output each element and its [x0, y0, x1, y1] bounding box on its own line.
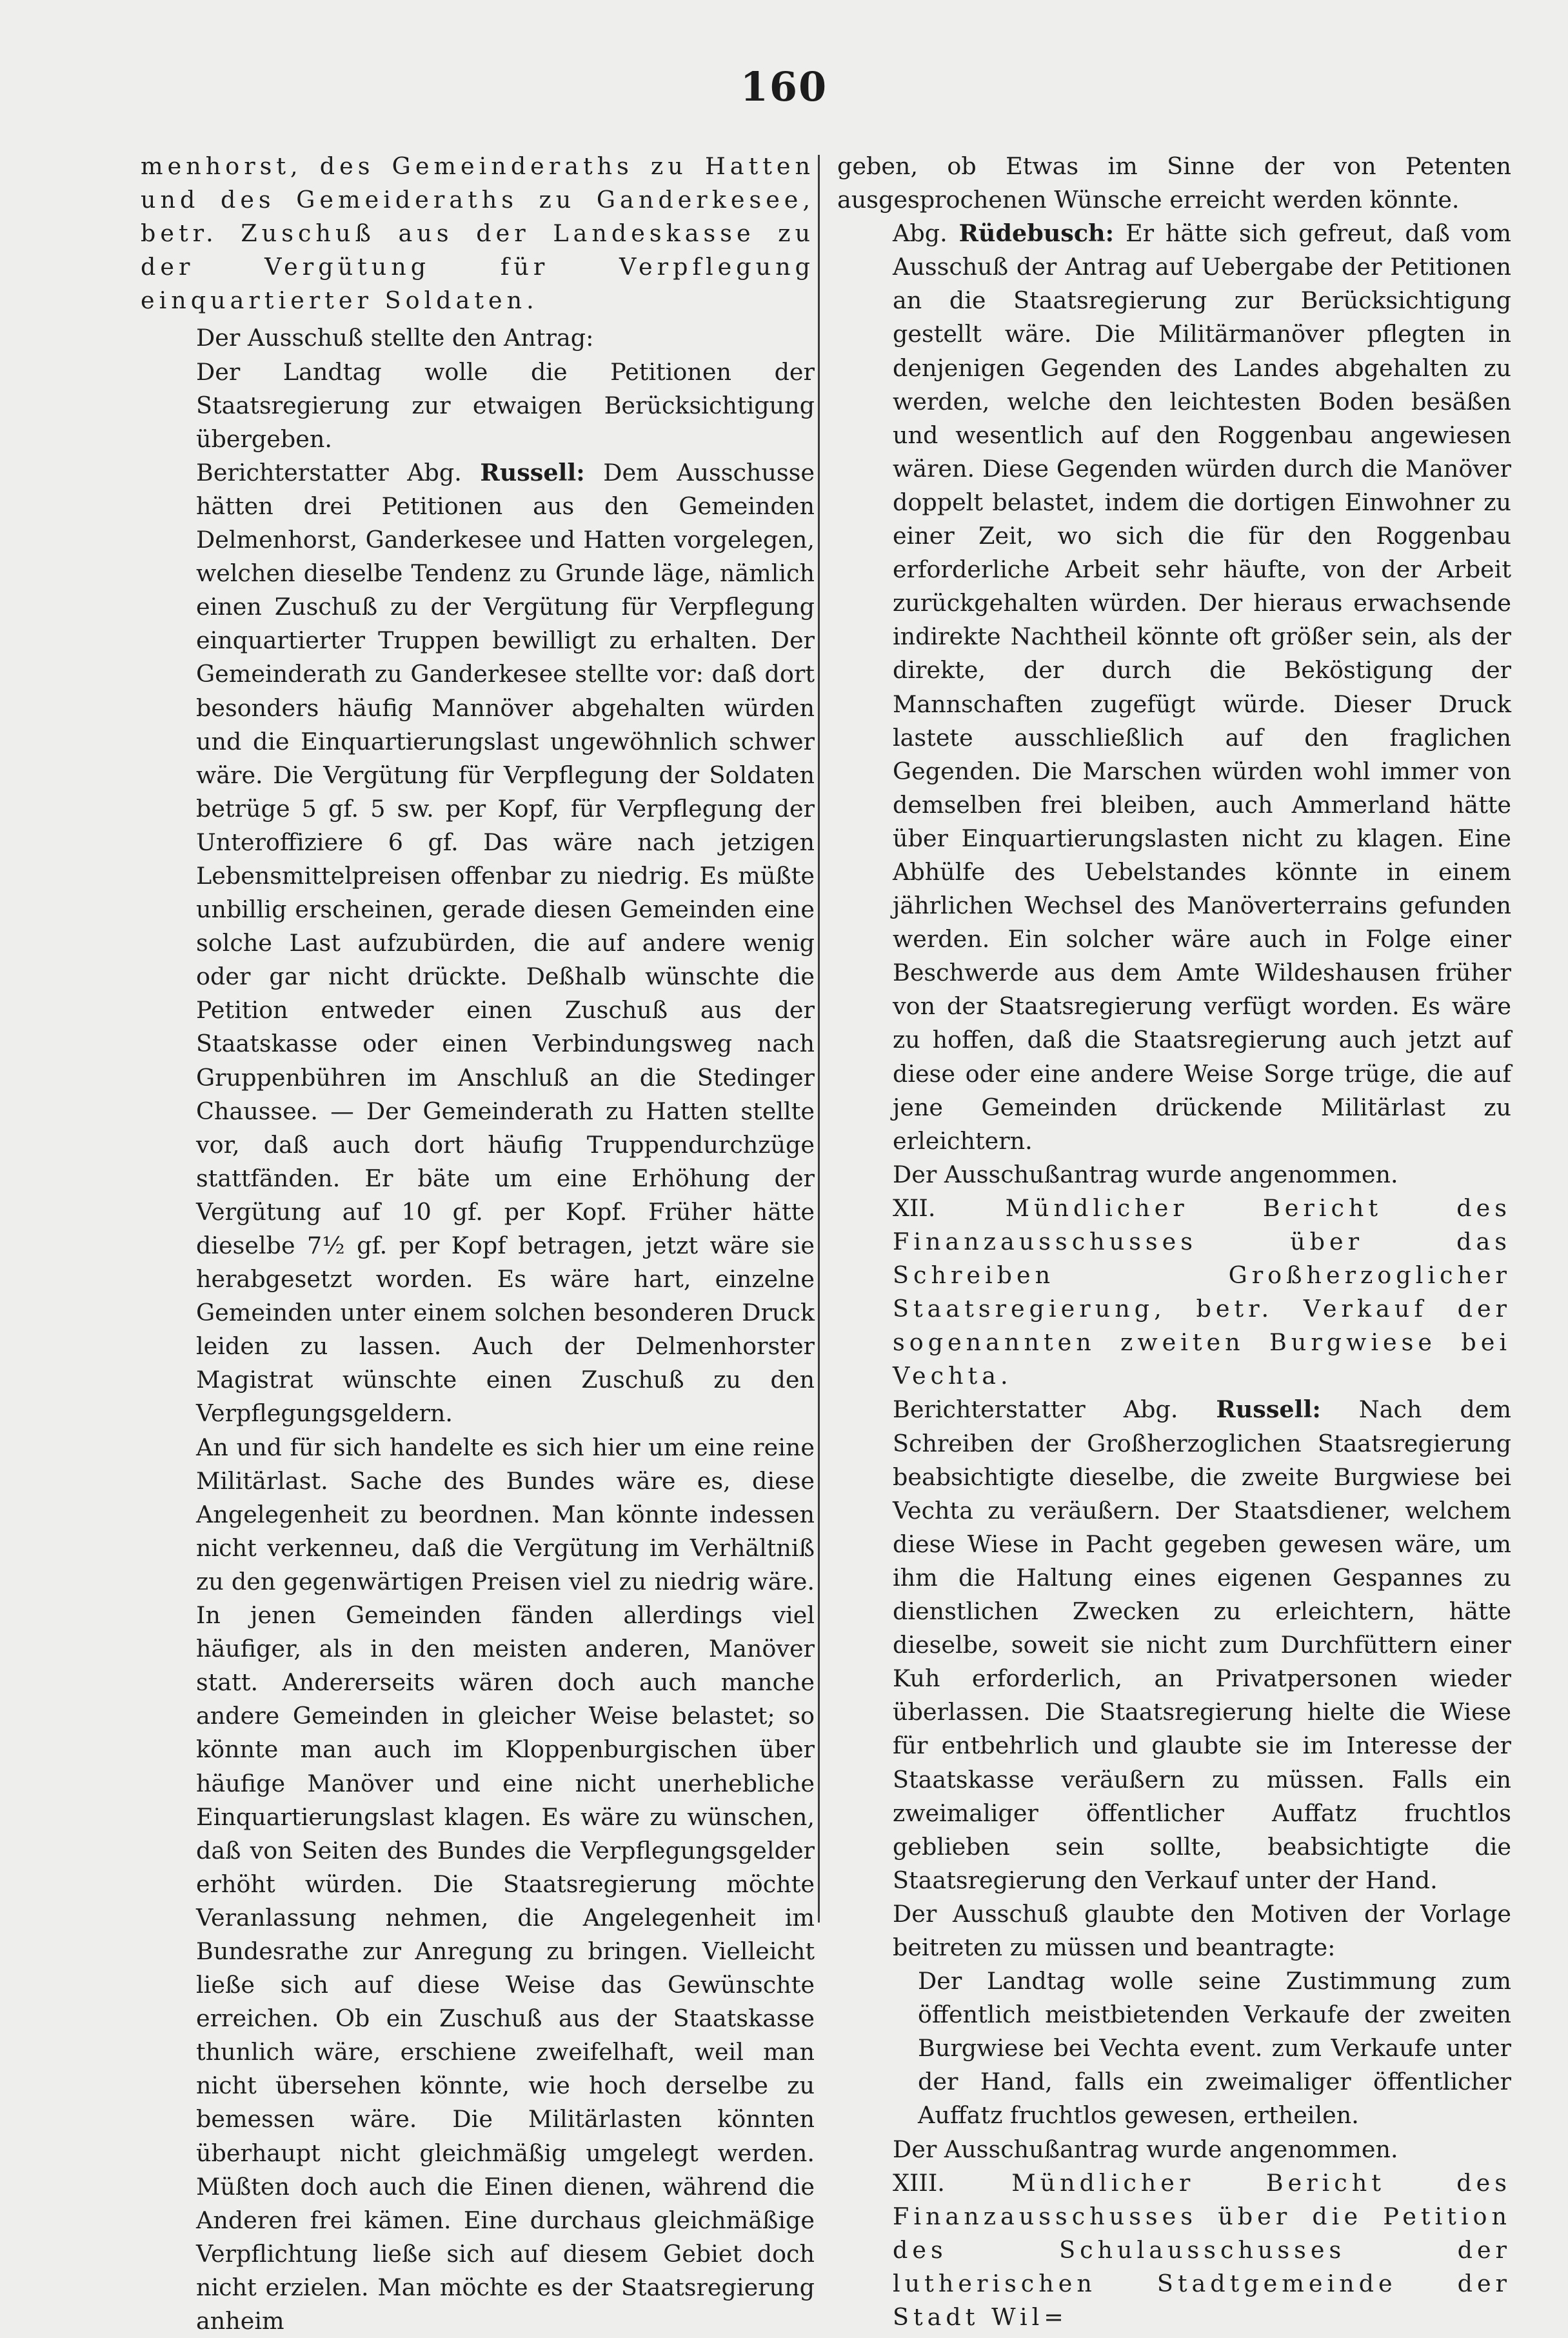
- committee-motion-intro: Der Ausschuß stellte den Antrag:: [196, 324, 594, 352]
- motion-result: Der Ausschußantrag wurde angenommen.: [893, 2135, 1398, 2163]
- speech-ruedebusch-paragraph: [837, 217, 1511, 1158]
- committee-motion-text: Der Landtag wolle die Petitionen der Staatsregierung zur etwaigen Berücksichtigung übergeben.: [196, 357, 815, 453]
- speech-text: Nach dem Schreiben der Großherzoglichen Staatsregierung beabsichtigte dieselbe, die zweite Burgwiese bei Vechta zu veräußern. Der Staatsdiener, welchem diese Wiese in Pacht gegeben gewesen wäre, um ihm die Haltung eines eigenen Gespannes zu dienstlichen Zwecken zu erleichtern, hätte dieselbe, soweit sie nicht zum Durchfüttern einer Kuh erforderlich, an Privatpersonen wieder überlassen. Die Staatsregierung hielte die Wiese für entbehrlich und glaubte sie im Interesse der Staatskasse veräußern zu müssen. Falls ein zweimaliger öffentlicher Auffatz fruchtlos geblieben sein sollte, beabsichtigte die Staatsregierung den Verkauf unter der Hand.: [893, 1395, 1511, 1894]
- committee-motion-text: Der Landtag wolle seine Zustimmung zum öffentlich meistbietenden Verkaufe der zweiten Burgwiese bei Vechta event. zum Verkaufe unter der Hand, falls ein zweimaliger öffentlicher Auffatz fruchtlos gewesen, ertheilen.: [918, 1967, 1511, 2130]
- column-divider: [818, 155, 820, 1923]
- page-number: 160: [740, 63, 828, 110]
- continued-text: geben, ob Etwas im Sinne der von Petenten ausgesprochenen Wünsche erreicht werden könnte.: [837, 152, 1511, 214]
- agenda-item-xii: [837, 1192, 1511, 1394]
- speech-text: Dem Ausschusse hätten drei Petitionen aus den Gemeinden Delmenhorst, Ganderkesee und Hatten vorgelegen, welchen dieselbe Tendenz zu Grunde läge, nämlich einen Zuschuß zu der Vergütung für Verpflegung einquartierter Truppen bewilligt zu erhalten. Der Gemeinderath zu Ganderkesee stellte vor: daß dort besonders häufig Mannöver abgehalten würden und die Einquartierungslast ungewöhnlich schwer wäre. Die Vergütung für Verpflegung der Soldaten betrüge 5 gf. 5 sw. per Kopf, für Verpflegung der Unteroffiziere 6 gf. Das wäre nach jetzigen Lebensmittelpreisen offenbar zu niedrig. Es müßte unbillig erscheinen, gerade diesen Gemeinden eine solche Last aufzubürden, die auf andere wenig oder gar nicht drückte. Deßhalb wünschte die Petition entweder einen Zuschuß aus der Staatskasse oder einen Verbindungsweg nach Gruppenbühren im Anschluß an die Stedinger Chaussee. — Der Gemeinderath zu Hatten stellte vor, daß auch dort häufig Truppendurchzüge stattfänden. Er bäte um eine Erhöhung der Vergütung auf 10 gf. per Kopf. Früher hätte dieselbe 7½ gf. per Kopf betragen, jetzt wäre sie herabgesetzt worden. Es wäre hart, einzelne Gemeinden unter einem solchen besonderen Druck leiden zu lassen. Auch der Delmenhorster Magistrat wünschte einen Zuschuß zu den Verpflegungsgeldern.: [196, 458, 815, 1428]
- right-column: [837, 150, 1511, 2334]
- agenda-number: XIII.: [893, 2168, 945, 2197]
- motion-result: Der Ausschußantrag wurde angenommen.: [893, 1160, 1398, 1188]
- intro-paragraph: menhorst, des Gemeinderaths zu Hatten und des Gemeideraths zu Ganderkesee, betr. Zuschuß aus der Landeskasse zu der Vergütung für Verpflegung einquartierter Soldaten.: [141, 152, 815, 315]
- speech-prefix: Berichterstatter Abg.: [196, 458, 462, 486]
- left-column: [141, 150, 815, 2338]
- speech-text: Er hätte sich gefreut, daß vom Ausschuß der Antrag auf Uebergabe der Petitionen an die Staatsregierung zur Berücksichtigung gestellt wäre. Die Militärmanöver pflegten in denjenigen Gegenden des Landes abgehalten zu werden, welche den leichtesten Boden besäßen und wesentlich auf den Roggenbau angewiesen wären. Diese Gegenden würden durch die Manöver doppelt belastet, indem die dortigen Einwohner zu einer Zeit, wo sich die für den Roggenbau erforderliche Arbeit sehr häufte, von der Arbeit zurückgehalten würden. Der hieraus erwachsende indirekte Nachtheil könnte oft größer sein, als der direkte, der durch die Beköstigung der Mannschaften zugefügt würde. Dieser Druck lastete ausschließlich auf den fraglichen Gegenden. Die Marschen würden wohl immer von demselben frei bleiben, auch Ammerland hätte über Einquartierungslasten nicht zu klagen. Eine Abhülfe des Uebelstandes könnte in einem jährlichen Wechsel des Manöverterrains gefunden werden. Ein solcher wäre auch in Folge einer Beschwerde aus dem Amte Wildeshausen früher von der Staatsregierung verfügt worden. Es wäre zu hoffen, daß die Staatsregierung auch jetzt auf diese oder eine andere Weise Sorge trüge, die auf jene Gemeinden drückende Militärlast zu erleichtern.: [893, 219, 1512, 1155]
- speech-continuation-paragraph: An und für sich handelte es sich hier um eine reine Militärlast. Sache des Bundes wäre es, diese Angelegenheit zu beordnen. Man könnte indessen nicht verkenneu, daß die Vergütung im Verhältniß zu den gegenwärtigen Preisen viel zu niedrig wäre. In jenen Gemeinden fänden allerdings viel häufiger, als in den meisten anderen, Manöver statt. Andererseits wären doch auch manche andere Gemeinden in gleicher Weise belastet; so könnte man auch im Kloppenburgischen über häufige Manöver und eine nicht unerhebliche Einquartierungslast klagen. Es wäre zu wünschen, daß von Seiten des Bundes die Verpflegungsgelder erhöht würden. Die Staatsregierung möchte Veranlassung nehmen, die Angelegenheit im Bundesrathe zur Anregung zu bringen. Vielleicht ließe sich auf diese Weise das Gewünschte erreichen. Ob ein Zuschuß aus der Staatskasse thunlich wäre, erschiene zweifelhaft, weil man nicht übersehen könnte, wie hoch derselbe zu bemessen wäre. Die Militärlasten könnten überhaupt nicht gleichmäßig umgelegt werden. Müßten doch auch die Einen dienen, während die Anderen frei kämen. Eine durchaus gleichmäßige Verpflichtung ließe sich auf diesem Gebiet doch nicht erzielen. Man möchte es der Staatsregierung anheim: [196, 1433, 815, 2335]
- speech-russell-paragraph: [141, 456, 815, 1431]
- speech-prefix: Berichterstatter Abg.: [893, 1395, 1178, 1424]
- agenda-title: Mündlicher Bericht des Finanzausschusses über die Petition des Schulausschusses der lutherischen Stadtgemeinde der Stadt Wil=: [893, 2168, 1511, 2331]
- agenda-title: Mündlicher Bericht des Finanzausschusses über das Schreiben Großherzoglicher Staatsregierung, betr. Verkauf der sogenannten zweiten Burgwiese bei Vechta.: [893, 1194, 1511, 1390]
- committee-paragraph: Der Ausschuß glaubte den Motiven der Vorlage beitreten zu müssen und beantragte:: [893, 1899, 1511, 1961]
- speech-prefix: Abg.: [893, 219, 948, 248]
- speaker-name: Russell:: [480, 458, 585, 486]
- speech-russell-paragraph: [837, 1393, 1511, 1897]
- speaker-name: Russell:: [1216, 1395, 1321, 1424]
- speaker-name: Rüdebusch:: [958, 219, 1115, 248]
- agenda-item-xiii: [837, 2166, 1511, 2334]
- agenda-number: XII.: [893, 1194, 936, 1222]
